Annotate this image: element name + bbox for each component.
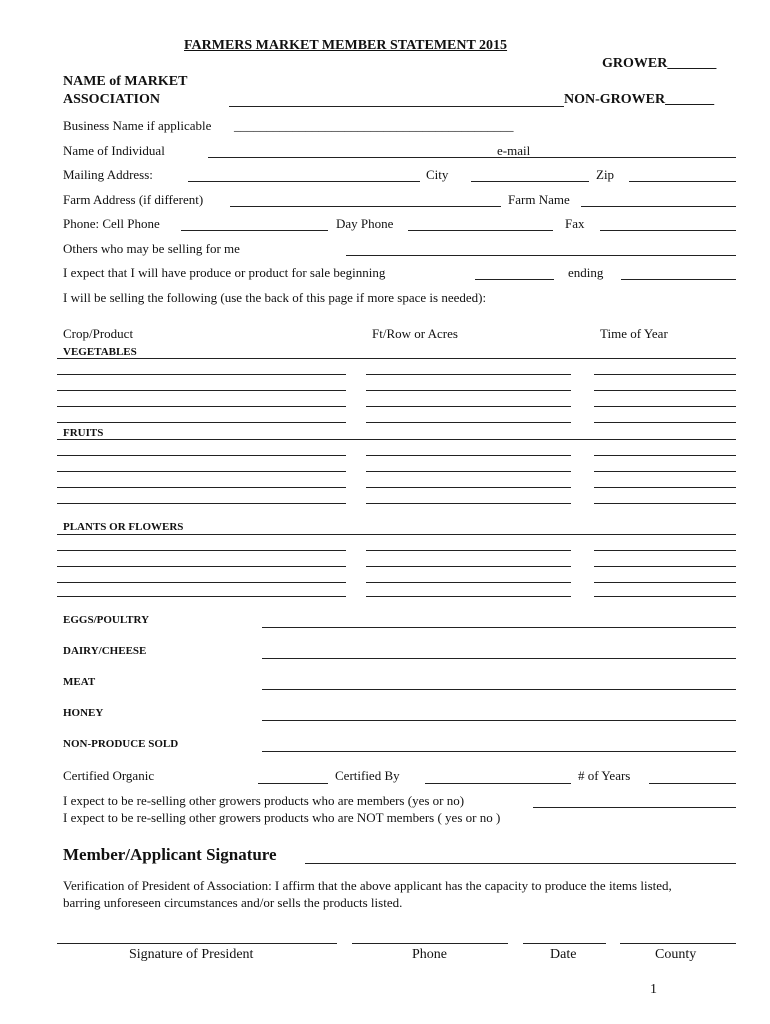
- area-entry-field[interactable]: [366, 455, 571, 456]
- time-entry-field[interactable]: [594, 550, 736, 551]
- crop-column-header: Crop/Product: [63, 326, 134, 341]
- crop-entry-field[interactable]: [57, 390, 346, 391]
- certified-organic-field[interactable]: [258, 783, 328, 784]
- crop-entry-field[interactable]: [57, 566, 346, 567]
- mailing-address-label: Mailing Address:: [63, 167, 153, 182]
- crop-entry-field[interactable]: [57, 406, 346, 407]
- time-entry-field[interactable]: [594, 374, 736, 375]
- sale-ending-label: ending: [568, 265, 604, 280]
- others-selling-label: Others who may be selling for me: [63, 241, 240, 256]
- crop-entry-field[interactable]: [57, 550, 346, 551]
- certified-by-label: Certified By: [335, 768, 400, 783]
- time-entry-field[interactable]: [594, 390, 736, 391]
- president-signature-label: Signature of President: [129, 947, 254, 962]
- verification-line-2: barring unforeseen circumstances and/or sells the products listed.: [63, 895, 403, 910]
- category-field-non-produce[interactable]: [262, 751, 736, 752]
- crop-entry-field[interactable]: [57, 471, 346, 472]
- category-field-eggs[interactable]: [262, 627, 736, 628]
- city-field[interactable]: [471, 181, 589, 182]
- area-entry-field[interactable]: [366, 503, 571, 504]
- business-name-field[interactable]: ___________________________________________: [234, 118, 514, 133]
- farm-name-label: Farm Name: [508, 192, 570, 207]
- president-signature-field[interactable]: [57, 943, 337, 944]
- city-label: City: [426, 167, 449, 182]
- fax-label: Fax: [565, 216, 585, 231]
- category-label-meat: MEAT: [63, 676, 96, 688]
- category-field-dairy[interactable]: [262, 658, 736, 659]
- resell-members-field[interactable]: [533, 807, 736, 808]
- time-entry-field[interactable]: [594, 471, 736, 472]
- time-entry-field[interactable]: [594, 566, 736, 567]
- category-label-non-produce: NON-PRODUCE SOLD: [63, 738, 179, 750]
- day-phone-field[interactable]: [408, 230, 553, 231]
- fax-field[interactable]: [600, 230, 736, 231]
- cell-phone-label: Phone: Cell Phone: [63, 216, 160, 231]
- resell-members-statement: I expect to be re-selling other growers products who are members (yes or no): [63, 793, 465, 808]
- crop-entry-field[interactable]: [57, 455, 346, 456]
- vegetables-section-label: VEGETABLES: [63, 346, 137, 358]
- time-entry-field[interactable]: [594, 582, 736, 583]
- applicant-signature-label: Member/Applicant Signature: [63, 845, 277, 864]
- area-entry-field[interactable]: [366, 596, 571, 597]
- certified-organic-label: Certified Organic: [63, 768, 155, 783]
- farm-name-field[interactable]: [581, 206, 736, 207]
- association-label-line2: ASSOCIATION: [63, 92, 160, 107]
- resell-non-members-statement: I expect to be re-selling other growers products who are NOT members ( yes or no ): [63, 810, 501, 825]
- area-entry-field[interactable]: [366, 422, 571, 423]
- years-field[interactable]: [649, 783, 736, 784]
- business-name-label: Business Name if applicable: [63, 118, 212, 133]
- area-entry-field[interactable]: [366, 390, 571, 391]
- date-label: Date: [550, 947, 577, 962]
- mailing-address-field[interactable]: [188, 181, 420, 182]
- category-label-dairy: DAIRY/CHEESE: [63, 645, 147, 657]
- category-label-honey: HONEY: [63, 707, 104, 719]
- applicant-signature-field[interactable]: [305, 863, 736, 864]
- crop-entry-field[interactable]: [57, 374, 346, 375]
- president-phone-field[interactable]: [352, 943, 508, 944]
- association-field[interactable]: [229, 106, 564, 107]
- area-entry-field[interactable]: [366, 406, 571, 407]
- fruits-section-label: FRUITS: [63, 427, 104, 439]
- zip-label: Zip: [596, 167, 615, 182]
- time-entry-field[interactable]: [594, 406, 736, 407]
- crop-entry-field[interactable]: [57, 596, 346, 597]
- time-entry-field[interactable]: [594, 503, 736, 504]
- cell-phone-field[interactable]: [181, 230, 328, 231]
- crop-entry-field[interactable]: [57, 582, 346, 583]
- email-label: e-mail: [497, 143, 531, 158]
- county-label: County: [655, 947, 697, 962]
- category-field-meat[interactable]: [262, 689, 736, 690]
- years-label: # of Years: [578, 768, 631, 783]
- farm-address-field[interactable]: [230, 206, 501, 207]
- selling-instructions: I will be selling the following (use the back of this page if more space is needed):: [63, 290, 487, 305]
- certified-by-field[interactable]: [425, 783, 571, 784]
- area-entry-field[interactable]: [366, 582, 571, 583]
- category-field-honey[interactable]: [262, 720, 736, 721]
- crop-entry-field[interactable]: [57, 422, 346, 423]
- farm-address-label: Farm Address (if different): [63, 192, 204, 207]
- time-entry-field[interactable]: [594, 455, 736, 456]
- crop-entry-field[interactable]: [57, 487, 346, 488]
- page-number: 1: [650, 982, 657, 997]
- crop-entry-field[interactable]: [57, 503, 346, 504]
- zip-field[interactable]: [629, 181, 736, 182]
- time-column-header: Time of Year: [600, 326, 668, 341]
- day-phone-label: Day Phone: [336, 216, 394, 231]
- individual-name-label: Name of Individual: [63, 143, 165, 158]
- non-grower-option[interactable]: NON-GROWER_______: [564, 92, 715, 107]
- area-entry-field[interactable]: [366, 566, 571, 567]
- page-title: FARMERS MARKET MEMBER STATEMENT 2015: [184, 38, 508, 53]
- section-divider-line: [57, 439, 736, 440]
- date-field[interactable]: [523, 943, 606, 944]
- others-selling-field[interactable]: [346, 255, 736, 256]
- area-entry-field[interactable]: [366, 487, 571, 488]
- area-entry-field[interactable]: [366, 550, 571, 551]
- area-column-header: Ft/Row or Acres: [372, 326, 458, 341]
- county-field[interactable]: [620, 943, 736, 944]
- verification-line-1: Verification of President of Association: I affirm that the above applicant has the capacity to produce the items listed,: [63, 878, 672, 893]
- association-label-line1: NAME of MARKET: [63, 74, 188, 89]
- section-divider-line: [57, 534, 736, 535]
- time-entry-field[interactable]: [594, 422, 736, 423]
- sale-begin-label: I expect that I will have produce or product for sale beginning: [63, 265, 386, 280]
- section-divider-line: [57, 358, 736, 359]
- time-entry-field[interactable]: [594, 596, 736, 597]
- category-label-eggs: EGGS/POULTRY: [63, 614, 150, 626]
- grower-option[interactable]: GROWER_______: [602, 56, 717, 71]
- sale-begin-field[interactable]: [475, 279, 554, 280]
- individual-name-field[interactable]: [208, 157, 736, 158]
- area-entry-field[interactable]: [366, 471, 571, 472]
- plants-section-label: PLANTS OR FLOWERS: [63, 521, 184, 533]
- sale-ending-field[interactable]: [621, 279, 736, 280]
- area-entry-field[interactable]: [366, 374, 571, 375]
- time-entry-field[interactable]: [594, 487, 736, 488]
- phone-footer-label: Phone: [412, 947, 447, 962]
